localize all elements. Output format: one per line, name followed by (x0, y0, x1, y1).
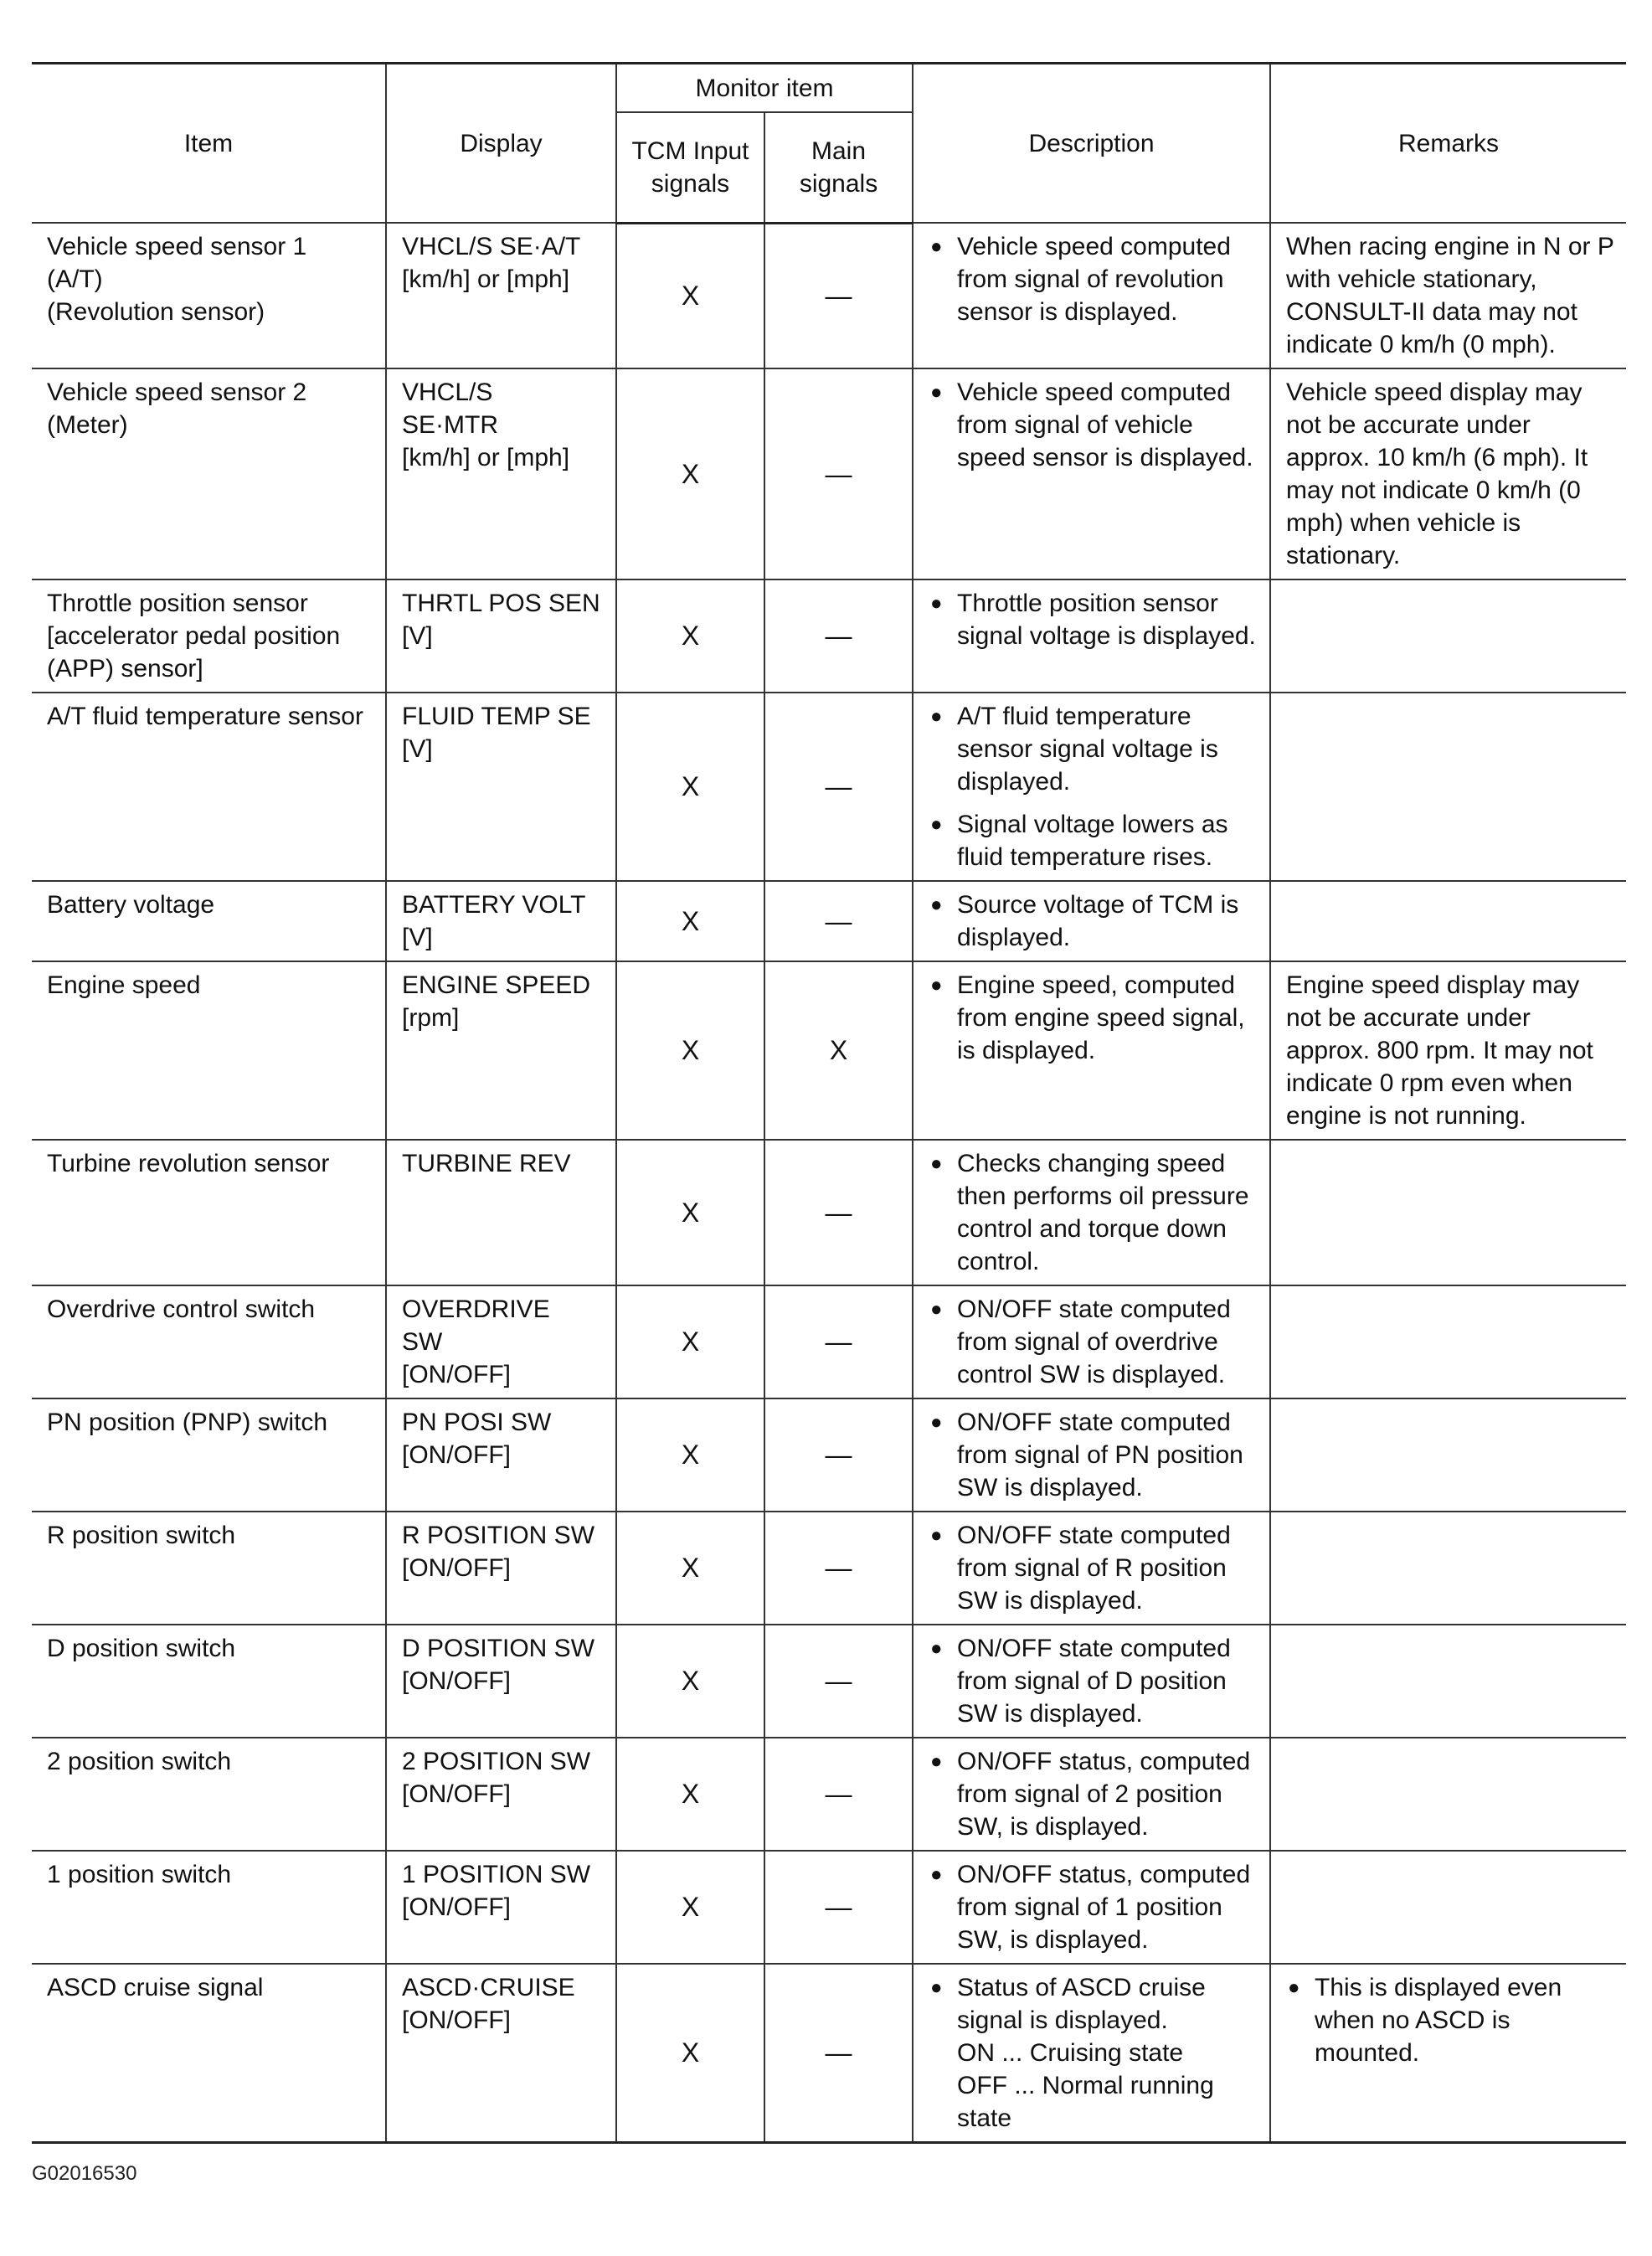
remarks-list (1286, 1971, 1614, 2069)
tcm-input-signal-mark: X (616, 1851, 764, 1964)
display-cell (386, 1398, 616, 1512)
tcm-input-signal-mark: X (616, 579, 764, 693)
tcm-input-signal-mark: X (616, 1738, 764, 1851)
display-text: D POSITION SW (402, 1635, 595, 1662)
item-cell (32, 1140, 386, 1285)
display-text: THRTL POS SEN [V] (402, 590, 600, 650)
display-text: [ON/OFF] (402, 1361, 511, 1388)
remarks-cell (1270, 1140, 1626, 1285)
display-cell (386, 223, 616, 368)
remarks-cell (1270, 1738, 1626, 1851)
tcm-input-signal-mark: X (616, 693, 764, 881)
remarks-cell (1270, 881, 1626, 961)
tcm-input-signal-mark: X (616, 1512, 764, 1625)
table-row (32, 693, 1626, 881)
description-list (929, 230, 1258, 328)
display-text: [ON/OFF] (402, 1554, 511, 1582)
item-text: (Meter) (47, 411, 128, 439)
display-text: [ON/OFF] (402, 2006, 511, 2034)
display-cell (386, 693, 616, 881)
display-cell (386, 1738, 616, 1851)
table-row (32, 1625, 1626, 1738)
header-description: Description (913, 64, 1270, 224)
display-cell (386, 1625, 616, 1738)
display-cell (386, 1285, 616, 1398)
description-list (929, 1858, 1258, 1956)
item-cell (32, 579, 386, 693)
description-bullet: ● Checks changing speed then performs oil pressure control and torque down control. (929, 1147, 1258, 1278)
item-cell (32, 1964, 386, 2143)
header-item: Item (32, 64, 386, 224)
item-text: Battery voltage (47, 891, 215, 919)
description-list (929, 1406, 1258, 1504)
description-bullet: ● ON/OFF state computed from signal of PN position SW is displayed. (929, 1406, 1258, 1504)
item-text: Throttle position sensor [accelerator pedal position (APP) sensor] (47, 590, 341, 682)
item-cell (32, 1625, 386, 1738)
item-text: Overdrive control switch (47, 1295, 316, 1323)
description-cell (913, 1625, 1270, 1738)
table-row (32, 1964, 1626, 2143)
main-signal-mark: — (764, 1140, 913, 1285)
remarks-cell (1270, 1851, 1626, 1964)
display-cell (386, 881, 616, 961)
tcm-input-signal-mark: X (616, 961, 764, 1140)
display-text: [km/h] or [mph] (402, 444, 570, 471)
main-signal-mark: — (764, 1285, 913, 1398)
item-cell (32, 1738, 386, 1851)
description-list (929, 700, 1258, 873)
display-text: 1 POSITION SW (402, 1861, 591, 1888)
description-cell (913, 579, 1270, 693)
display-text: [ON/OFF] (402, 1441, 511, 1469)
description-cell (913, 881, 1270, 961)
item-cell (32, 1851, 386, 1964)
description-list (929, 1519, 1258, 1617)
tcm-input-signal-mark: X (616, 1398, 764, 1512)
remarks-cell (1270, 1625, 1626, 1738)
tcm-input-signal-mark: X (616, 1964, 764, 2143)
table-row (32, 368, 1626, 579)
tcm-input-signal-mark: X (616, 368, 764, 579)
item-text: 2 position switch (47, 1748, 232, 1775)
description-cell (913, 1851, 1270, 1964)
table-row (32, 1140, 1626, 1285)
main-signal-mark: — (764, 368, 913, 579)
remarks-cell (1270, 693, 1626, 881)
header-display: Display (386, 64, 616, 224)
table-row (32, 579, 1626, 693)
display-cell (386, 961, 616, 1140)
item-text: A/T fluid temperature sensor (47, 703, 363, 730)
table-row (32, 1851, 1626, 1964)
table-row (32, 223, 1626, 368)
tcm-input-signal-mark: X (616, 881, 764, 961)
display-text: SW (402, 1328, 443, 1356)
item-text: ASCD cruise signal (47, 1974, 264, 2001)
tcm-input-signal-mark: X (616, 1285, 764, 1398)
remarks-cell (1270, 1285, 1626, 1398)
display-text: [ON/OFF] (402, 1667, 511, 1695)
remarks-text: Engine speed display may not be accurate under approx. 800 rpm. It may not indicate 0 rpm even when engine is not running. (1286, 971, 1593, 1130)
description-cell (913, 1398, 1270, 1512)
display-text: R POSITION SW (402, 1522, 595, 1549)
remarks-text: When racing engine in N or P with vehicle stationary, CONSULT-II data may not indicate 0 km/h (0 mph). (1286, 233, 1614, 358)
display-text: ASCD·CRUISE (402, 1974, 575, 2001)
table-row (32, 1398, 1626, 1512)
main-signal-mark: — (764, 579, 913, 693)
item-text: Turbine revolution sensor (47, 1150, 330, 1177)
header-monitor-item: Monitor item (616, 64, 913, 113)
description-bullet: ● ON/OFF state computed from signal of D position SW is displayed. (929, 1632, 1258, 1730)
tcm-input-signal-mark: X (616, 1140, 764, 1285)
item-cell (32, 368, 386, 579)
item-text: R position switch (47, 1522, 236, 1549)
description-list (929, 587, 1258, 652)
description-cell (913, 693, 1270, 881)
remarks-cell (1270, 1398, 1626, 1512)
display-cell (386, 1851, 616, 1964)
header-main-signals: Main signals (764, 112, 913, 223)
monitor-item-table (32, 62, 1626, 2144)
display-cell (386, 1512, 616, 1625)
description-cell (913, 1285, 1270, 1398)
description-list (929, 376, 1258, 474)
remarks-cell (1270, 368, 1626, 579)
display-cell (386, 1964, 616, 2143)
description-cell (913, 1512, 1270, 1625)
item-text: Vehicle speed sensor 1 (47, 233, 307, 260)
display-text: 2 POSITION SW (402, 1748, 591, 1775)
item-cell (32, 1512, 386, 1625)
description-list (929, 888, 1258, 954)
header-tcm-input-signals: TCM Input signals (616, 112, 764, 223)
description-bullet: ● Vehicle speed computed from signal of revolution sensor is displayed. (929, 230, 1258, 328)
table-row (32, 881, 1626, 961)
description-bullet: ● ON/OFF state computed from signal of R position SW is displayed. (929, 1519, 1258, 1617)
table-body (32, 223, 1626, 2143)
description-cell (913, 1738, 1270, 1851)
item-text: (A/T) (47, 265, 103, 293)
remarks-cell (1270, 1512, 1626, 1625)
description-list (929, 1632, 1258, 1730)
table-row (32, 1512, 1626, 1625)
display-text: ENGINE SPEED [rpm] (402, 971, 591, 1032)
display-text: BATTERY VOLT [V] (402, 891, 585, 951)
description-bullet: ● Source voltage of TCM is displayed. (929, 888, 1258, 954)
remarks-cell (1270, 579, 1626, 693)
main-signal-mark: — (764, 1625, 913, 1738)
description-list (929, 1293, 1258, 1391)
remarks-cell (1270, 1964, 1626, 2143)
table-row (32, 1285, 1626, 1398)
display-text: [ON/OFF] (402, 1780, 511, 1808)
item-cell (32, 693, 386, 881)
display-text: OVERDRIVE (402, 1295, 550, 1323)
description-bullet: ● ON/OFF status, computed from signal of 2 position SW, is displayed. (929, 1745, 1258, 1843)
display-text: VHCL/S (402, 379, 493, 406)
display-text: [km/h] or [mph] (402, 265, 570, 293)
item-text: PN position (PNP) switch (47, 1409, 328, 1436)
remarks-text: Vehicle speed display may not be accurate under approx. 10 km/h (6 mph). It may not indicate 0 km/h (0 mph) when vehicle is stationary. (1286, 379, 1588, 569)
description-cell (913, 223, 1270, 368)
item-text: Vehicle speed sensor 2 (47, 379, 307, 406)
description-bullet: ● Engine speed, computed from engine speed signal, is displayed. (929, 969, 1258, 1067)
description-list (929, 1745, 1258, 1843)
item-cell (32, 1285, 386, 1398)
description-bullet: ● Status of ASCD cruise signal is displayed. ON ... Cruising state OFF ... Normal running state (929, 1971, 1258, 2135)
main-signal-mark: — (764, 1398, 913, 1512)
item-cell (32, 1398, 386, 1512)
tcm-input-signal-mark: X (616, 223, 764, 368)
main-signal-mark: — (764, 1964, 913, 2143)
tcm-input-signal-mark: X (616, 1625, 764, 1738)
main-signal-mark: — (764, 881, 913, 961)
main-signal-mark: X (764, 961, 913, 1140)
description-cell (913, 1964, 1270, 2143)
item-cell (32, 881, 386, 961)
description-cell (913, 1140, 1270, 1285)
description-bullet: ● Signal voltage lowers as fluid temperature rises. (929, 808, 1258, 873)
description-list (929, 1147, 1258, 1278)
display-text: PN POSI SW (402, 1409, 552, 1436)
description-list (929, 969, 1258, 1067)
main-signal-mark: — (764, 693, 913, 881)
description-bullet: ● ON/OFF status, computed from signal of 1 position SW, is displayed. (929, 1858, 1258, 1956)
display-text: VHCL/S SE·A/T (402, 233, 581, 260)
main-signal-mark: — (764, 223, 913, 368)
display-text: [ON/OFF] (402, 1893, 511, 1921)
description-list (929, 1971, 1258, 2135)
description-bullet: ● Throttle position sensor signal voltage is displayed. (929, 587, 1258, 652)
item-text: (Revolution sensor) (47, 298, 265, 326)
remarks-cell (1270, 223, 1626, 368)
main-signal-mark: — (764, 1738, 913, 1851)
display-cell (386, 368, 616, 579)
item-text: 1 position switch (47, 1861, 232, 1888)
main-signal-mark: — (764, 1512, 913, 1625)
description-cell (913, 368, 1270, 579)
table-row (32, 961, 1626, 1140)
display-text: SE·MTR (402, 411, 498, 439)
item-text: D position switch (47, 1635, 236, 1662)
item-cell (32, 961, 386, 1140)
figure-id: G02016530 (32, 2162, 137, 2185)
description-bullet: ● ON/OFF state computed from signal of overdrive control SW is displayed. (929, 1293, 1258, 1391)
description-cell (913, 961, 1270, 1140)
display-cell (386, 1140, 616, 1285)
display-text: FLUID TEMP SE [V] (402, 703, 591, 763)
main-signal-mark: — (764, 1851, 913, 1964)
remarks-bullet: ● This is displayed even when no ASCD is mounted. (1286, 1971, 1614, 2069)
header-remarks: Remarks (1270, 64, 1626, 224)
item-cell (32, 223, 386, 368)
remarks-cell (1270, 961, 1626, 1140)
description-bullet: ● Vehicle speed computed from signal of vehicle speed sensor is displayed. (929, 376, 1258, 474)
document-page (32, 62, 1626, 2185)
table-row (32, 1738, 1626, 1851)
description-bullet: ● A/T fluid temperature sensor signal voltage is displayed. (929, 700, 1258, 798)
display-text: TURBINE REV (402, 1150, 571, 1177)
item-text: Engine speed (47, 971, 201, 999)
display-cell (386, 579, 616, 693)
